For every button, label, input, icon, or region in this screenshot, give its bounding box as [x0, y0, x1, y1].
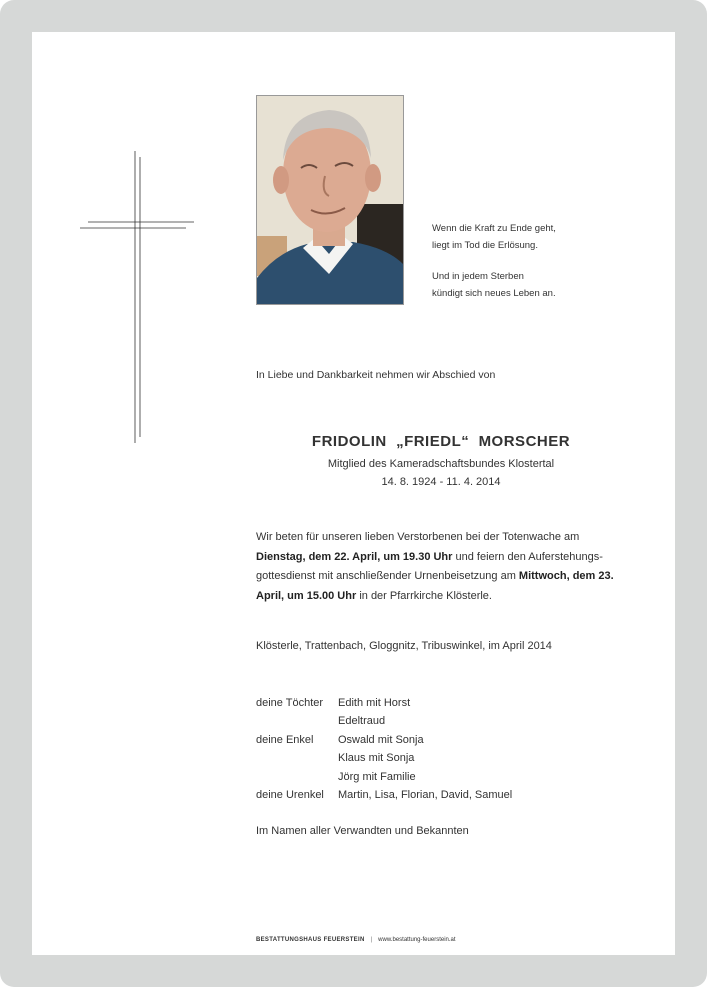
poem-line: Und in jedem Sterben — [432, 271, 524, 282]
family-row — [256, 694, 512, 712]
intro-text: In Liebe und Dankbarkeit nehmen wir Abschied von — [256, 369, 496, 381]
life-dates: 14. 8. 1924 - 11. 4. 2014 — [381, 476, 501, 488]
family-row — [256, 731, 512, 749]
portrait-image — [257, 96, 403, 304]
relative-names: Klaus mit Sonja — [338, 752, 415, 765]
relation — [256, 712, 338, 730]
poem-line: liegt im Tod die Erlösung. — [432, 240, 538, 251]
funeral-home-name: BESTATTUNGSHAUS FEUERSTEIN — [256, 937, 365, 943]
poem-line: kündigt sich neues Leben an. — [432, 288, 556, 299]
relation — [256, 749, 338, 767]
website-link[interactable]: www.bestattung-feuerstein.at — [378, 937, 456, 943]
relative-names: Jörg mit Familie — [338, 770, 416, 783]
funeral-date: Mittwoch, dem 23. April, um 15.00 Uhr — [256, 570, 614, 602]
wake-date: Dienstag, dem 22. April, um 19.30 Uhr — [256, 550, 453, 563]
portrait-photo — [256, 95, 404, 305]
service-announcement — [256, 528, 626, 606]
service-text: und feiern den Auferstehungs-gottesdienst mit anschließender Urnenbeisetzung am — [256, 550, 603, 582]
relative-names: Edeltraud — [338, 715, 386, 728]
relative-names: Edith mit Horst — [338, 697, 411, 709]
family-row — [256, 768, 512, 786]
family-row — [256, 712, 512, 730]
footer-separator: | — [370, 937, 373, 943]
deceased-info — [256, 433, 626, 491]
relative-names: Martin, Lisa, Florian, David, Samuel — [338, 789, 513, 802]
closing-line: Im Namen aller Verwandten und Bekannten — [256, 825, 469, 837]
place-date: Klösterle, Trattenbach, Gloggnitz, Tribuswinkel, im April 2014 — [256, 640, 552, 652]
poem — [432, 220, 652, 316]
family-row — [256, 786, 512, 804]
footer — [256, 937, 456, 943]
service-text: in der Pfarrkirche Klösterle. — [356, 589, 492, 602]
relation: deine Enkel — [256, 733, 314, 746]
relation — [256, 768, 338, 786]
deceased-name: FRIDOLIN „FRIEDL“ MORSCHER — [311, 433, 571, 450]
relation: deine Urenkel — [256, 789, 324, 802]
cross-icon — [80, 151, 200, 443]
membership: Mitglied des Kameradschaftsbundes Klostertal — [327, 458, 555, 470]
family-list — [256, 694, 512, 804]
relative-names: Oswald mit Sonja — [338, 733, 424, 746]
poem-line: Wenn die Kraft zu Ende geht, — [432, 223, 556, 234]
obituary-sheet — [32, 32, 675, 955]
service-text: Wir beten für unseren lieben Verstorbenen bei der Totenwache am — [256, 531, 580, 543]
family-row — [256, 749, 512, 767]
relation: deine Töchter — [256, 697, 324, 709]
